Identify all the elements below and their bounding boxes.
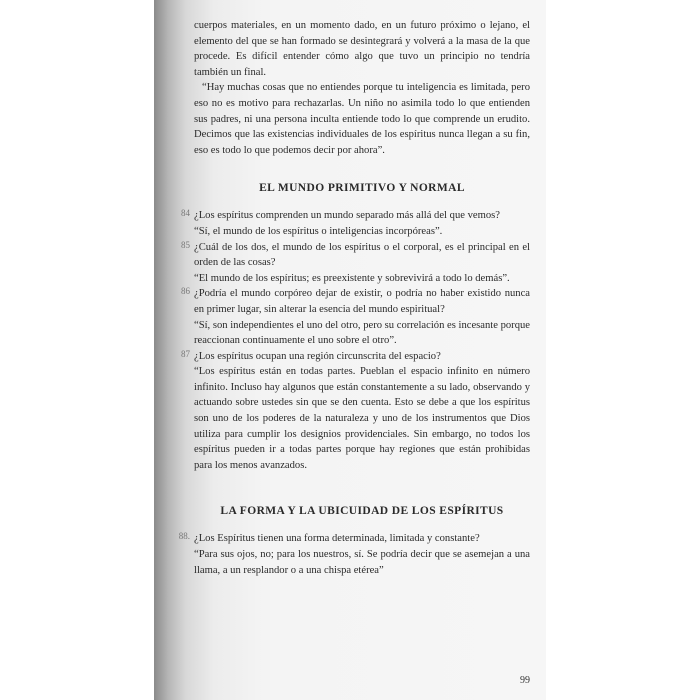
question-number: 87 (181, 348, 190, 359)
question-number: 88. (178, 531, 190, 542)
question-number: 85 (181, 239, 190, 250)
intro-paragraph-1: cuerpos materiales, en un momento dado, en un futuro próximo o lejano, el elemento del que se han formado se desintegrará y volverá a la masa de la que procede. Es difícil entender cómo algo que tuvo un principio no tendría también un final. (194, 20, 530, 78)
page-number: 99 (520, 675, 530, 686)
question-text: ¿Los espíritus ocupan una región circunscrita del espacio? (194, 350, 441, 362)
question-text: ¿Podría el mundo corpóreo dejar de existir, o podría no haber existido nunca en primer lugar, sin alterar la esencia del mundo espiritual? (194, 288, 530, 315)
page-content (178, 18, 530, 578)
question-85 (181, 239, 530, 287)
question-text: ¿Los Espíritus tienen una forma determinada, limitada y constante? (194, 533, 480, 545)
answer-text: “Sí, el mundo de los espíritus o inteligencias incorpóreas”. (194, 225, 443, 237)
answer-text: “Para sus ojos, no; para los nuestros, sí. Se podría decir que se asemejan a una llama, a un resplandor o a una chispa etérea” (194, 549, 530, 576)
question-86 (181, 286, 530, 348)
question-84 (181, 208, 530, 239)
intro-paragraph-2: “Hay muchas cosas que no entiendes porque tu inteligencia es limitada, pero eso no es motivo para rechazarlas. Un niño no asimila todo lo que entienden sus padres, ni una persona inculta entiende todo lo que comprende un erudito. Decimos que las existencias individuales de los espíritus nunca llegan a su fin, eso es todo lo que podemos decir por ahora”. (194, 82, 530, 156)
question-text: ¿Los espíritus comprenden un mundo separado más allá del que vemos? (194, 210, 500, 222)
answer-text: “Los espíritus están en todas partes. Pueblan el espacio infinito en número infinito. Incluso hay algunos que están constantemente a su lado, observando y actuando sobre ustedes sin que se den cuenta. Esto se debe a que los espíritus son uno de los poderes de la naturaleza y uno de los instrumentos que Dios utiliza para cumplir los designios providenciales. Sin embargo, no todos los espíritus pueden ir a todas partes porque hay regiones que están prohibidas para los menos avanzados. (194, 366, 530, 471)
section-heading-2: LA FORMA Y LA UBICUIDAD DE LOS ESPÍRITUS (220, 505, 504, 518)
section-heading-1: EL MUNDO PRIMITIVO Y NORMAL (259, 182, 465, 195)
question-number: 86 (181, 286, 190, 297)
book-page (154, 0, 546, 700)
answer-text: “Sí, son independientes el uno del otro, pero su correlación es incesante porque reaccionan continuamente el uno sobre el otro”. (194, 319, 530, 347)
question-text: ¿Cuál de los dos, el mundo de los espíritus o el corporal, es el principal en el orden de las cosas? (194, 241, 530, 269)
question-number: 84 (181, 208, 190, 219)
answer-text: “El mundo de los espíritus; es preexistente y sobrevivirá a todo lo demás”. (194, 272, 510, 284)
question-88 (178, 531, 530, 578)
question-87 (181, 348, 530, 474)
